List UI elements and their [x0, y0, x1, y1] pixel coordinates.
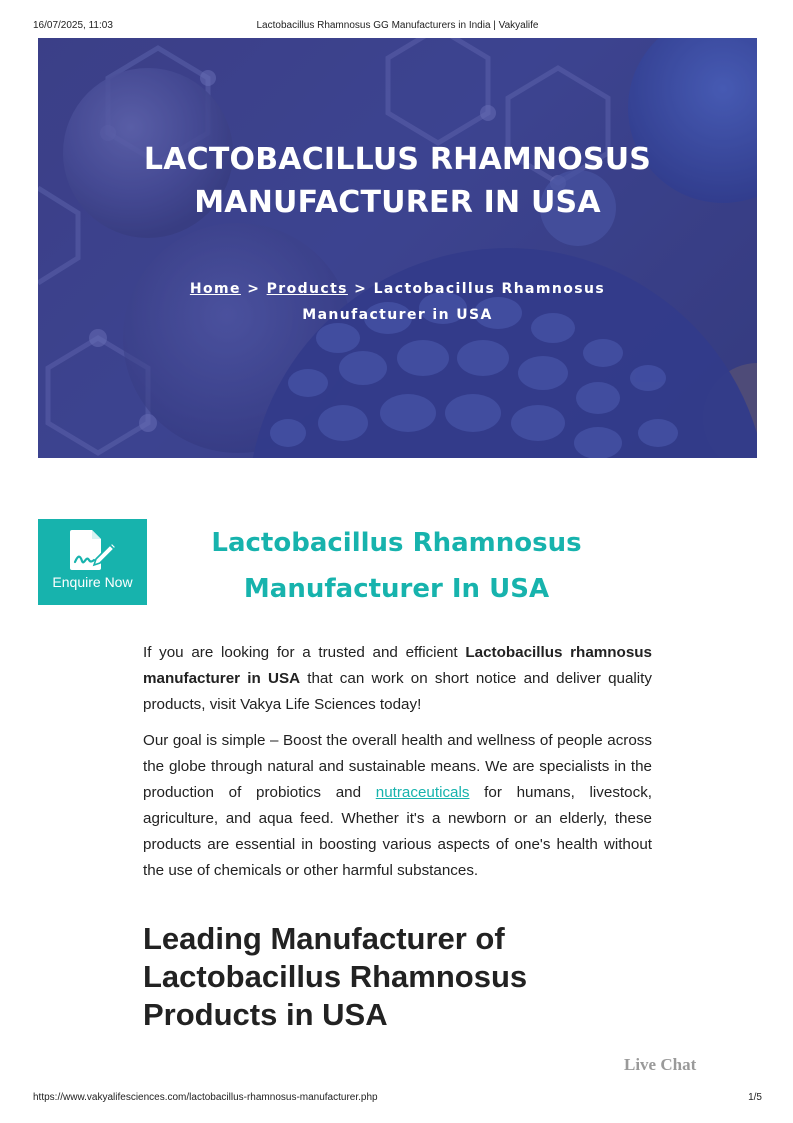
enquire-now-button[interactable]: [38, 519, 147, 605]
print-datetime: 16/07/2025, 11:03: [33, 20, 113, 31]
hero-banner: [38, 38, 757, 458]
intro-text-end: that can work on short notice and deliver quality products, visit Vakya Life Sciences today!: [143, 670, 652, 713]
print-header: [33, 20, 762, 34]
document-sign-icon: [69, 528, 117, 572]
leading-manufacturer-heading: Leading Manufacturer of Lactobacillus Rhamnosus Products in USA: [143, 921, 528, 1032]
breadcrumb-products-link[interactable]: Products: [266, 281, 348, 297]
live-chat-button[interactable]: Live Chat: [624, 1055, 697, 1074]
print-page-number: 1/5: [748, 1092, 762, 1103]
print-footer: [33, 1092, 762, 1106]
print-url: https://www.vakyalifesciences.com/lactobacillus-rhamnosus-manufacturer.php: [33, 1092, 378, 1103]
hero-title: LACTOBACILLUS RHAMNOSUS MANUFACTURER IN USA: [143, 142, 652, 220]
enquire-now-label: Enquire Now: [52, 574, 133, 590]
breadcrumb-separator: >: [240, 281, 267, 297]
goal-text-start: Our goal is simple – Boost the overall health and wellness of people across the globe through natural and sustainable means. We are specialists in the production of probiotics and: [143, 732, 652, 801]
breadcrumb-home-link[interactable]: Home: [189, 281, 241, 297]
breadcrumb-separator: >: [347, 281, 374, 297]
print-page-title: Lactobacillus Rhamnosus GG Manufacturers in India | Vakyalife: [256, 20, 539, 31]
intro-paragraph: [143, 640, 652, 718]
goal-paragraph: [143, 728, 652, 884]
section-title: Lactobacillus Rhamnosus Manufacturer In USA: [211, 528, 582, 604]
breadcrumb-current: Lactobacillus Rhamnosus Manufacturer in USA: [302, 281, 606, 323]
hero-background-illustration: [38, 38, 757, 458]
nutraceuticals-link[interactable]: nutraceuticals: [375, 784, 470, 801]
breadcrumb: [158, 276, 637, 328]
intro-bold-keyword: Lactobacillus rhamnosus manufacturer in USA: [143, 644, 653, 687]
intro-text-start: If you are looking for a trusted and efficient: [143, 644, 466, 661]
goal-text-end: for humans, livestock, agriculture, and aqua feed. Whether it's a newborn or an elderly, these products are essential in boosting various aspects of one's health without the use of chemicals or other harmful substances.: [143, 784, 653, 879]
